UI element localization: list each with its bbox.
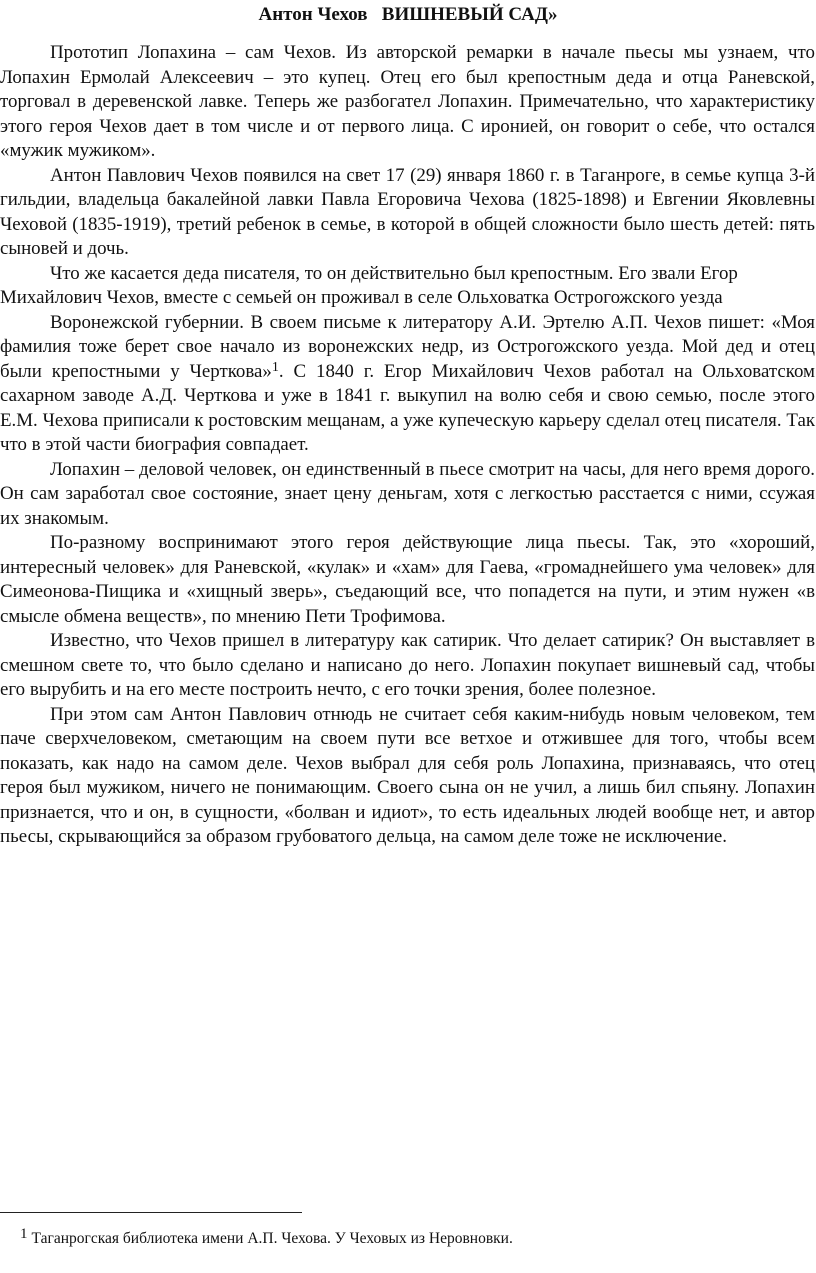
paragraph-2: Антон Павлович Чехов появился на свет 17 (29) января 1860 г. в Таганроге, в семье купца 3-й гильдии, владельца бакалейной лавки Павла Егоровича Чехова (1825-1898) и Евгении Яковлевны Чеховой (1835-1919), третий ребенок в семье, в которой в общей сложности было шесть детей: пять сыновей и дочь. [0,164,815,259]
paragraph-7: Известно, что Чехов пришел в литературу как сатирик. Что делает сатирик? Он выставляет в смешном свете то, что было сделано и написано до него. Лопахин покупает вишневый сад, чтобы его вырубить и на его месте построить нечто, с его точки зрения, более полезное. [0,630,815,700]
paragraph-8: При этом сам Антон Павлович отнюдь не считает себя каким-нибудь новым человеком, тем паче сверхчеловеком, сметающим на своем пути все ветхое и отжившее для того, чтобы всем показать, как надо на самом деле. Чехов выбрал для себя роль Лопахина, признаваясь, что отец героя был мужиком, ничего не понимающим. Своего сына он не учил, а лишь бил спьяну. Лопахин признается, что и он, в сущности, «болван и идиот», то есть идеальных людей вообще нет, и автор пьесы, скрывающийся за образом грубоватого дельца, на самом деле тоже не исключение. [0,703,815,847]
paragraph-5: Лопахин – деловой человек, он единственный в пьесе смотрит на часы, для него время дорого. Он сам заработал свое состояние, знает цену деньгам, хотя с легкостью расстается с ними, ссужая их знакомым. [0,458,815,529]
paragraph-4 [0,311,815,458]
paragraph-3-line-1: Что же касается деда писателя, то он действительно был крепостным. Его звали Егор [50,262,738,284]
footnote [20,1226,513,1249]
paragraph-4-text-before: Воронежской губернии. В своем письме к литератору А.И. Эртелю А.П. Чехов пишет: «Моя фамилия тоже берет свое начало из воронежских недр, из Острогожского уезда. Мой дед и отец были крепостными у Черткова» [0,311,815,382]
footnote-mark: 1 [20,1226,28,1242]
paragraph-4-text-after: . С 1840 г. Егор Михайлович Чехов работал на Ольховатском сахарном заводе А.Д. Черткова и уже в 1841 г. выкупил на волю себя и свою семью, после этого Е.М. Чехова приписали к ростовским мещанам, а уже купеческую карьеру сделал отец писателя. Так что в этой части биография совпадает. [0,360,815,455]
footnote-text: Таганрогская библиотека имени А.П. Чехова. У Чеховых из Неровновки. [31,1230,513,1247]
document-body [0,41,815,850]
footnote-reference[interactable]: 1 [271,359,279,375]
paragraph-3-line-2: Михайлович Чехов, вместе с семьей он проживал в селе Ольховатка Острогожского уезда [0,287,723,308]
document-title: Антон Чехов ВИШНЕВЫЙ САД» [258,4,558,25]
paragraph-6: По-разному воспринимают этого героя действующие лица пьесы. Так, это «хороший, интересный человек» для Раневской, «кулак» и «хам» для Гаева, «громаднейшего ума человек» для Симеонова-Пищика и «хищный зверь», съедающий все, что попадется на пути, и этим нужен «в смысле обмена веществ», по мнению Пети Трофимова. [0,532,815,627]
paragraph-1: Прототип Лопахина – сам Чехов. Из авторской ремарки в начале пьесы мы узнаем, что Лопахин Ермолай Алексеевич – это купец. Отец его был крепостным деда и отца Раневской, торговал в деревенской лавке. Теперь же разбогател Лопахин. Примечательно, что характеристику этого героя Чехов дает в том числе и от первого лица. С иронией, он говорит о себе, что остался «мужик мужиком». [0,42,815,161]
footnote-separator [0,1212,302,1213]
